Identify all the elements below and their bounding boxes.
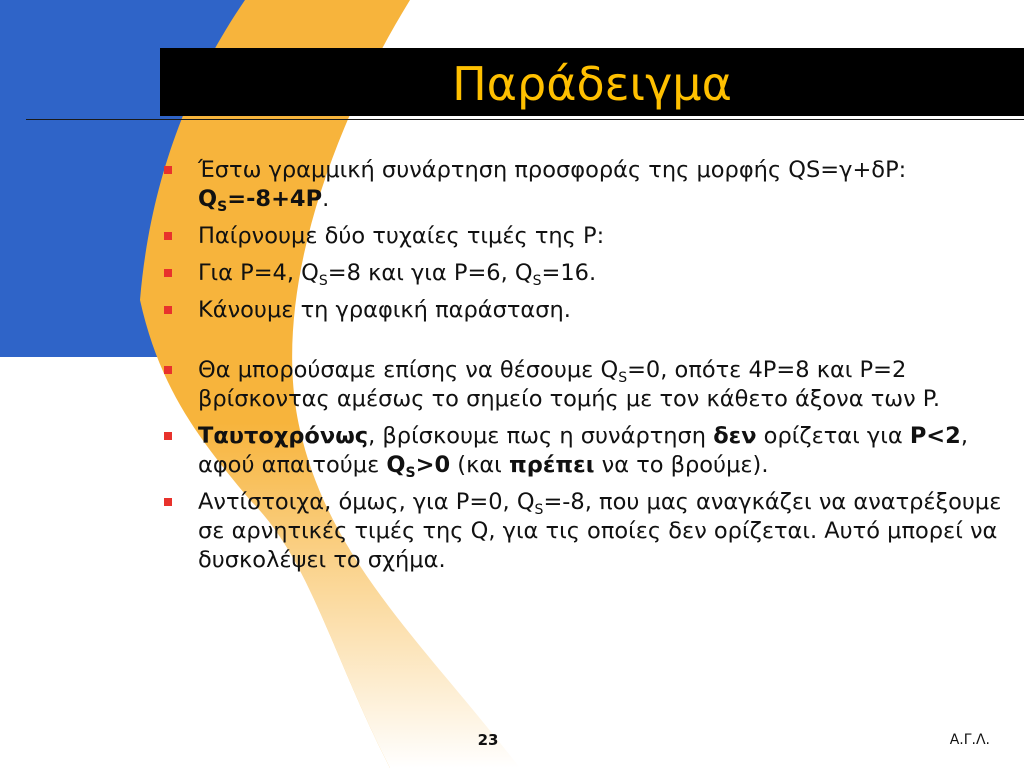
bullet-square-icon <box>164 232 172 240</box>
subscript: S <box>405 465 416 481</box>
bullet-text: =16. <box>541 260 597 286</box>
formula-q: Q <box>198 186 218 212</box>
bullet-text: =8 και για P=6, Q <box>327 260 533 286</box>
bullet-text: Παίρνουμε δύο τυχαίες τιμές της P: <box>198 223 605 249</box>
subscript: S <box>618 370 628 386</box>
bullet-text: , βρίσκουμε πως η συνάρτηση <box>368 423 714 449</box>
formula-subscript: S <box>217 199 228 215</box>
bullet-square-icon <box>164 269 172 277</box>
bullet-text: (και <box>450 452 509 478</box>
page-number: 23 <box>477 731 499 749</box>
emphasis: Ταυτοχρόνως <box>198 423 369 449</box>
bullet-item <box>160 222 1010 251</box>
bullet-item <box>160 156 1010 214</box>
subscript: S <box>534 502 544 518</box>
bullet-square-icon <box>164 498 172 506</box>
subscript: S <box>318 273 328 289</box>
bullet-square-icon <box>164 166 172 174</box>
author-initials: Α.Γ.Λ. <box>949 732 990 748</box>
subscript: S <box>532 273 542 289</box>
bullet-square-icon <box>164 306 172 314</box>
bullet-item <box>160 259 1010 288</box>
bullet-text: =0, οπότε 4P=8 και P=2 βρίσκοντας αμέσως το σημείο τομής με τον κάθετο άξονα των P. <box>198 357 941 412</box>
emphasis: >0 <box>415 452 451 478</box>
bullet-text: να το βρούμε). <box>594 452 769 478</box>
emphasis: δεν <box>713 423 757 449</box>
bullet-text: Κάνουμε τη γραφική παράσταση. <box>198 297 571 323</box>
bullet-list <box>160 156 1010 583</box>
bullet-item <box>160 422 1010 480</box>
formula-rhs: =-8+4P <box>227 186 323 212</box>
bullet-text: Θα μπορούσαμε επίσης να θέσουμε Q <box>198 357 619 383</box>
bullet-text: Αντίστοιχα, όμως, για P=0, Q <box>198 489 535 515</box>
bullet-item <box>160 488 1010 575</box>
title-underline <box>26 119 1024 120</box>
slide-title: Παράδειγμα <box>452 57 732 111</box>
bullet-square-icon <box>164 366 172 374</box>
bullet-text: , αφού απαιτούμε <box>198 423 968 478</box>
bullet-item <box>160 356 1010 414</box>
bullet-text: =-8, που μας αναγκάζει να ανατρέξουμε σε αρνητικές τιμές της Q, για τις οποίες δεν ορίζεται. Αυτό μπορεί να δυσκολέψει το σχήμα. <box>198 489 1002 573</box>
bullet-text: ορίζεται για <box>756 423 910 449</box>
bullet-item <box>160 296 1010 325</box>
bullet-text: Έστω γραμμική συνάρτηση προσφοράς της μορφής QS=γ+δP: <box>198 157 907 183</box>
emphasis: Q <box>386 452 406 478</box>
bullet-square-icon <box>164 432 172 440</box>
bullet-text: Για P=4, Q <box>198 260 319 286</box>
emphasis: πρέπει <box>508 452 595 478</box>
bullet-text: . <box>322 186 330 212</box>
emphasis: P<2 <box>909 423 961 449</box>
